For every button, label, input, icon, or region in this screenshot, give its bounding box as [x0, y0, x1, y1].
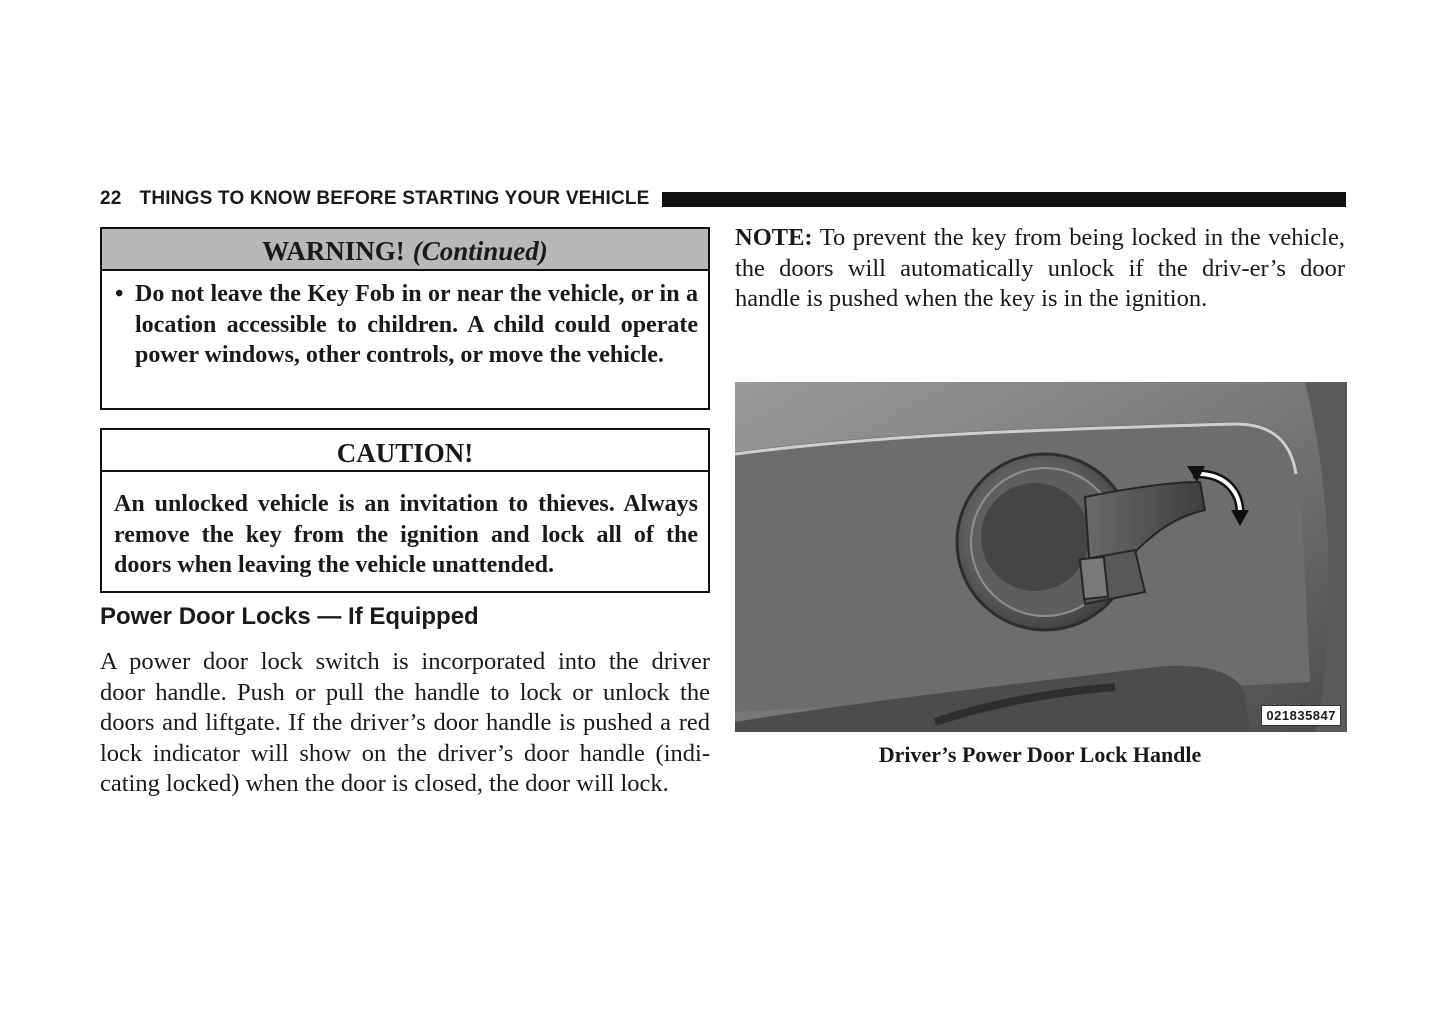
- bullet-icon: •: [115, 281, 124, 307]
- section-paragraph: [100, 647, 710, 800]
- figure-code: 021835847: [1261, 705, 1341, 726]
- section-heading: Power Door Locks — If Equipped: [100, 603, 479, 630]
- caution-box: [100, 428, 710, 593]
- caution-text: An unlocked vehicle is an invitation to thieves. Always remove the key from the ignition and lock all of the doors when leaving the vehicle unattended.: [114, 491, 698, 578]
- warning-continued: (Continued): [412, 236, 548, 266]
- warning-title: WARNING!: [262, 236, 405, 266]
- note-label: NOTE:: [735, 224, 813, 251]
- door-handle-illustration: [735, 382, 1347, 732]
- warning-text: Do not leave the Key Fob in or near the vehicle, or in a location accessible to children. A child could operate power windows, other controls, or move the vehicle.: [135, 281, 698, 368]
- note-text: To prevent the key from being locked in the vehicle, the doors will automatically unlock if the driv-er’s door handle is pushed when the key is in the ignition.: [735, 224, 1345, 312]
- paragraph-line: doors and liftgate. If the driver’s door handle is pushed a red: [100, 709, 710, 737]
- header-rule: [662, 192, 1346, 207]
- page-number: 22: [100, 188, 122, 209]
- paragraph-line: lock indicator will show on the driver’s door handle (indi-: [100, 739, 710, 767]
- door-handle-figure: [735, 382, 1347, 732]
- section-title: THINGS TO KNOW BEFORE STARTING YOUR VEHICLE: [139, 188, 650, 209]
- warning-body: [102, 271, 708, 371]
- warning-box: [100, 227, 710, 410]
- note-paragraph: [735, 223, 1345, 315]
- page-header: [100, 187, 1346, 211]
- paragraph-line: door handle. Push or pull the handle to lock or unlock the: [100, 678, 710, 706]
- figure-caption: Driver’s Power Door Lock Handle: [878, 742, 1202, 767]
- warning-heading: [102, 229, 708, 271]
- caution-title: CAUTION!: [102, 430, 708, 472]
- paragraph-line: A power door lock switch is incorporated into the driver: [100, 648, 710, 675]
- paragraph-line: cating locked) when the door is closed, the door will lock.: [100, 770, 669, 798]
